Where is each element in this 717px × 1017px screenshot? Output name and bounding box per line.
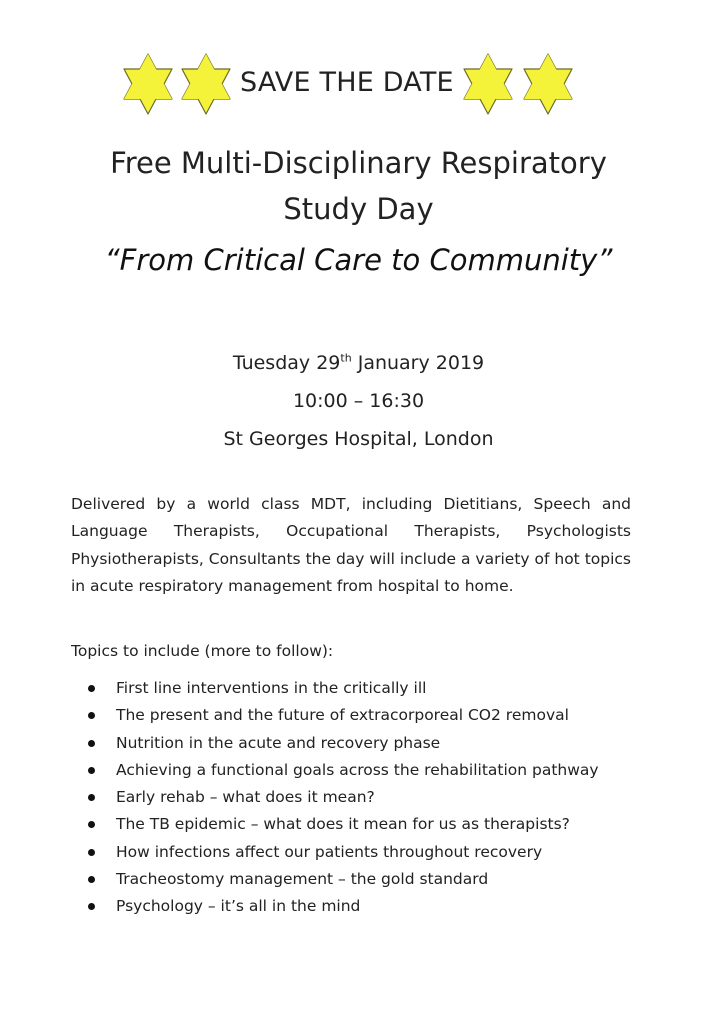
bullet-icon: [88, 685, 95, 692]
star-of-david-icon: [178, 52, 234, 116]
event-title-line-2: Study Day: [283, 192, 434, 226]
topics-list: [88, 675, 599, 921]
list-item: First line interventions in the critically ill: [88, 675, 599, 702]
bullet-icon: [88, 821, 95, 828]
bullet-icon: [88, 794, 95, 801]
event-date-rest: January 2019: [351, 352, 485, 374]
bullet-icon: [88, 740, 95, 747]
bullet-icon: [88, 849, 95, 856]
star-of-david-icon: [120, 52, 176, 116]
event-date-prefix: Tuesday 29: [232, 352, 341, 374]
list-item: Early rehab – what does it mean?: [88, 784, 599, 811]
event-title-line-1: Free Multi-Disciplinary Respiratory: [110, 146, 607, 180]
list-item: The TB epidemic – what does it mean for us as therapists?: [88, 811, 599, 838]
event-subtitle: “From Critical Care to Community”: [104, 243, 613, 277]
save-the-date-title: SAVE THE DATE: [240, 67, 454, 98]
bullet-icon: [88, 712, 95, 719]
event-details: [0, 344, 717, 458]
bullet-icon: [88, 767, 95, 774]
list-item: Psychology – it’s all in the mind: [88, 893, 599, 920]
topics-intro: Topics to include (more to follow):: [71, 642, 334, 660]
bullet-icon: [88, 876, 95, 883]
list-item: Nutrition in the acute and recovery phase: [88, 730, 599, 757]
event-location: St Georges Hospital, London: [223, 428, 494, 450]
star-of-david-icon: [460, 52, 516, 116]
save-the-date-header: [0, 52, 717, 116]
event-time: 10:00 – 16:30: [292, 390, 425, 412]
list-item: How infections affect our patients throughout recovery: [88, 839, 599, 866]
event-date: [0, 344, 717, 382]
event-title: [0, 140, 717, 232]
list-item: Tracheostomy management – the gold standard: [88, 866, 599, 893]
list-item: Achieving a functional goals across the rehabilitation pathway: [88, 757, 599, 784]
event-date-suffix: th: [340, 351, 352, 365]
list-item: The present and the future of extracorporeal CO2 removal: [88, 702, 599, 729]
star-of-david-icon: [520, 52, 576, 116]
event-description: Delivered by a world class MDT, including Dietitians, Speech and Language Therapists, Occupational Therapists, Psychologists Physiotherapists, Consultants the day will include a variety of hot topics in acute respiratory management from hospital to home.: [71, 495, 631, 595]
bullet-icon: [88, 903, 95, 910]
